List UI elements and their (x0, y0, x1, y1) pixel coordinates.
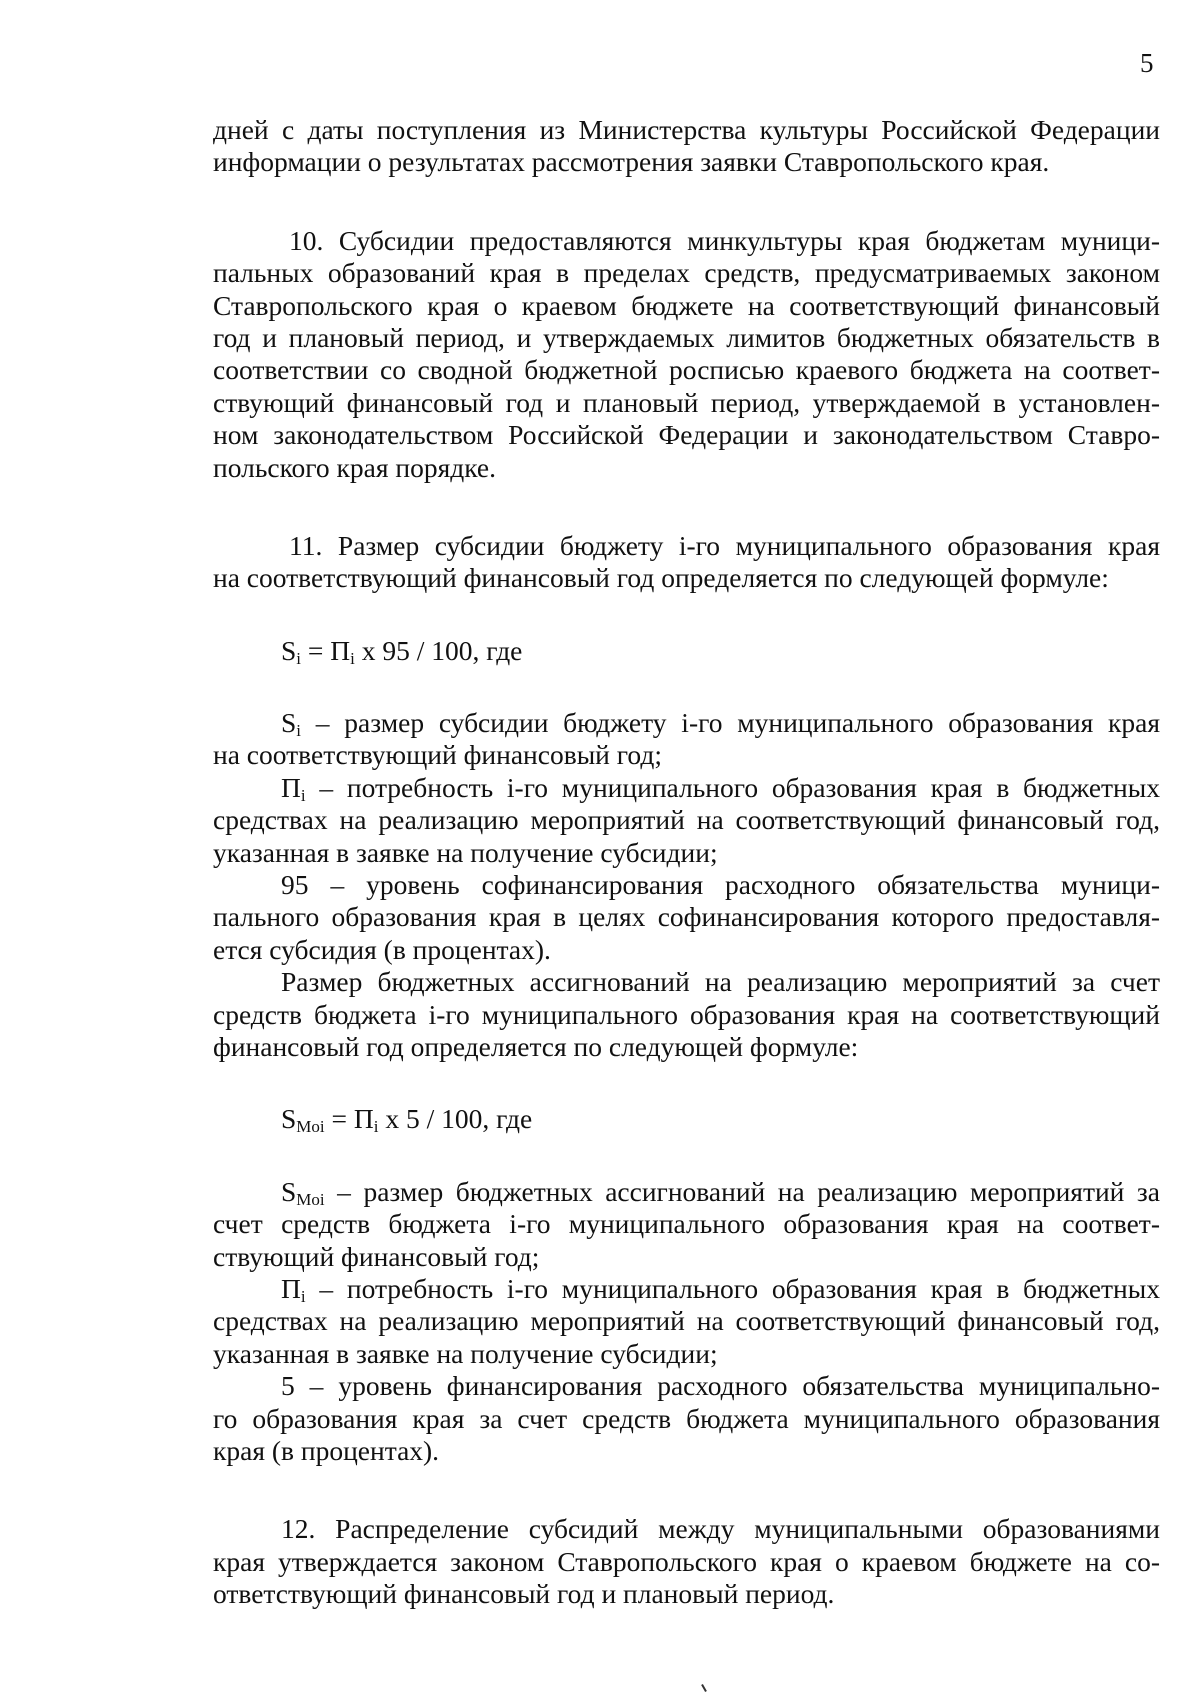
text-line: 95 – уровень софинансирования расходного обязательства муници- (281, 869, 1160, 901)
paragraph-12 (213, 1513, 1160, 1610)
spacer (213, 484, 1160, 530)
spacer (213, 1063, 1160, 1103)
definition-smoi (213, 1176, 1160, 1273)
text-line: $S_i$ – размер субсидии бюджету i-го муниципального образования края (281, 707, 1160, 741)
text-line: на соответствующий финансовый год; (213, 739, 662, 771)
text-line: ответствующий финансовый год и плановый период. (213, 1578, 835, 1610)
text-line: 5 – уровень финансирования расходного обязательства муниципально- (281, 1370, 1160, 1402)
spacer (213, 179, 1160, 225)
definition-si (213, 707, 1160, 772)
text-line: Размер бюджетных ассигнований на реализацию мероприятий за счет (281, 966, 1160, 998)
text-line: средствах на реализацию мероприятий на соответствующий финансовый год, (213, 1305, 1160, 1337)
text-line: 11. Размер субсидии бюджету i-го муниципального образования края (289, 529, 1160, 561)
text-line: соответствии со сводной бюджетной росписью краевого бюджета на соответ- (213, 354, 1160, 386)
paragraph-budget (213, 966, 1160, 1063)
spacer (213, 595, 1160, 635)
text-line: $П_i$ – потребность i-го муниципального образования края в бюджетных (281, 1272, 1160, 1306)
text-line: средствах на реализацию мероприятий на соответствующий финансовый год, (213, 804, 1160, 836)
text-line: $S_{Moi}$ – размер бюджетных ассигнований на реализацию мероприятий за (281, 1175, 1160, 1209)
text-line: средств бюджета i-го муниципального образования края на соответствующий (213, 998, 1160, 1030)
spacer (213, 667, 1160, 707)
spacer (213, 1467, 1160, 1513)
text-line: пальных образований края в пределах средств, предусматриваемых законом (213, 257, 1160, 289)
text-line: ется субсидия (в процентах). (213, 933, 551, 965)
text-line: Ставропольского края о краевом бюджете на соответствующий финансовый (213, 289, 1160, 321)
text-line: го образования края за счет средств бюджета муниципального образования (213, 1402, 1160, 1434)
definition-pi-2 (213, 1273, 1160, 1370)
text-line: пального образования края в целях софинансирования которого предоставля- (213, 901, 1160, 933)
text-line: информации о результатах рассмотрения заявки Ставропольского края. (213, 146, 1050, 178)
paragraph-10 (213, 225, 1160, 484)
definition-95 (213, 869, 1160, 966)
page-number: 5 (1140, 48, 1154, 78)
text-line: 10. Субсидии предоставляются минкультуры края бюджетам муници- (289, 224, 1160, 256)
spacer (213, 1136, 1160, 1176)
scan-mark (701, 1684, 707, 1692)
text-line: ствующий финансовый год; (213, 1240, 540, 1272)
document-body (213, 114, 1160, 1610)
text-line: финансовый год определяется по следующей формуле: (213, 1030, 859, 1062)
definition-pi (213, 772, 1160, 869)
text-line: 12. Распределение субсидий между муниципальными образованиями (281, 1513, 1160, 1545)
text-line: ном законодательством Российской Федерации и законодательством Ставро- (213, 419, 1160, 451)
text-line: счет средств бюджета i-го муниципального образования края на соответ- (213, 1208, 1160, 1240)
text-line: края утверждается законом Ставропольского края о краевом бюджете на со- (213, 1545, 1160, 1577)
text-line: год и плановый период, и утверждаемых лимитов бюджетных обязательств в (213, 321, 1160, 353)
text-line: указанная в заявке на получение субсидии; (213, 1337, 718, 1369)
formula-budget: $S_{Moi} = П_i$ х 5 / 100, где (281, 1103, 533, 1137)
definition-5 (213, 1370, 1160, 1467)
text-line: края (в процентах). (213, 1434, 440, 1466)
formula-subsidy: $S_i = П_i$ х 95 / 100, где (281, 634, 523, 668)
text-line: польского края порядке. (213, 451, 496, 483)
text-line: на соответствующий финансовый год определяется по следующей формуле: (213, 562, 1109, 594)
text-line: $П_i$ – потребность i-го муниципального образования края в бюджетных (281, 771, 1160, 805)
text-line: указанная в заявке на получение субсидии; (213, 836, 718, 868)
text-line: дней с даты поступления из Министерства культуры Российской Федерации (213, 114, 1160, 145)
paragraph-11 (213, 530, 1160, 595)
text-line: ствующий финансовый год и плановый период, утверждаемой в установлен- (213, 386, 1160, 418)
